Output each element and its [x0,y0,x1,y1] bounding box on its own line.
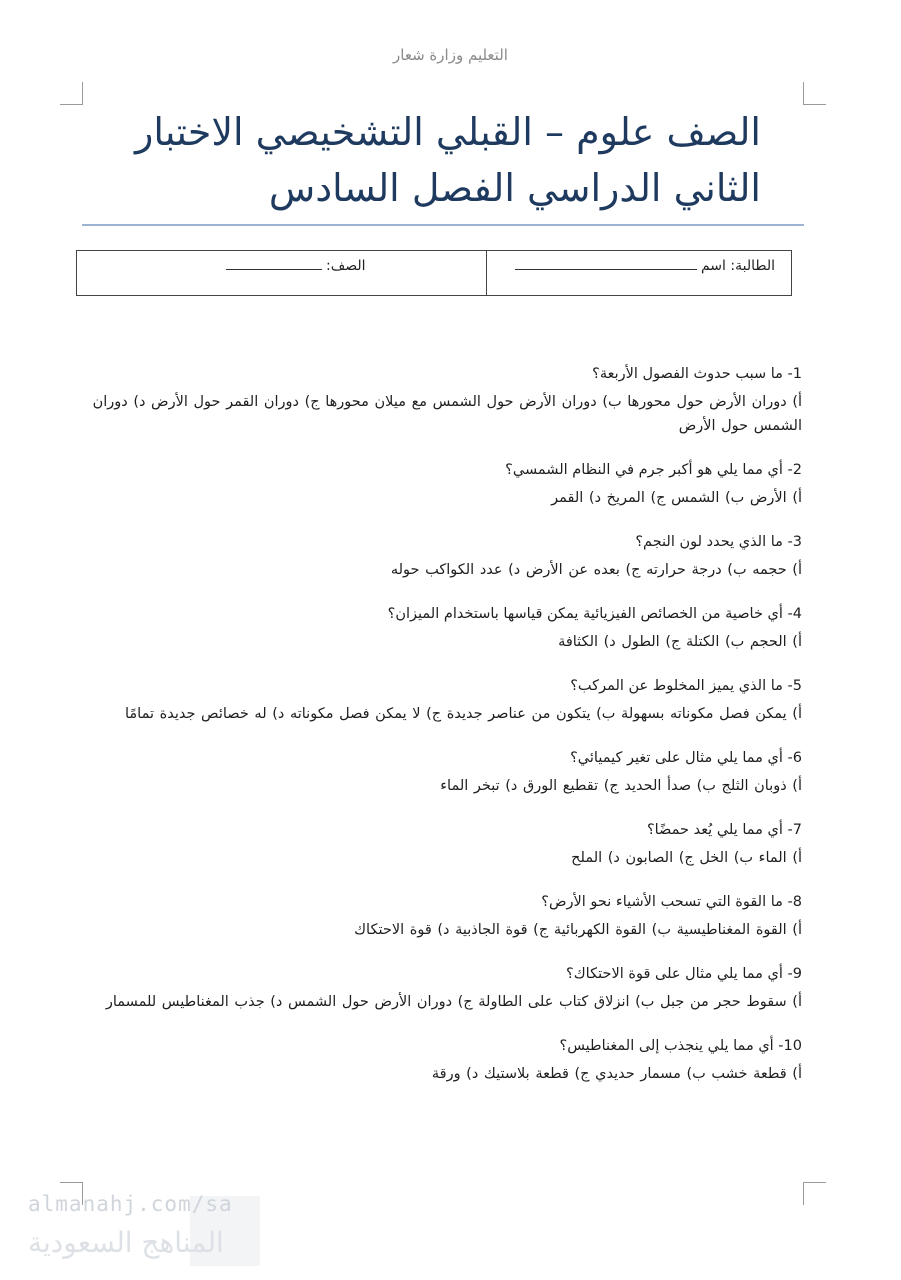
question-options: أ) يمكن فصل مكوناته بسهولة ب) يتكون من عناصر جديدة ج) لا يمكن فصل مكوناته د) له خصائص جديدة تمامًا [125,706,802,722]
question-item [80,362,802,438]
student-name-label: الطالبة: اسم [700,258,775,274]
question-item [80,818,802,870]
header-note: التعليم وزارة شعار [393,46,508,64]
question-options: أ) حجمه ب) درجة حرارته ج) بعده عن الأرض د) عدد الكواكب حوله [390,562,802,578]
class-label: الصف: [325,258,366,274]
question-item [80,890,802,942]
title-line-1: الصف علوم – القبلي التشخيصي الاختبار [134,110,761,154]
question-text: 7- أي مما يلي يُعد حمضًا؟ [646,822,802,838]
page-title [121,104,761,216]
question-text: 10- أي مما يلي ينجذب إلى المغناطيس؟ [559,1038,802,1054]
crop-mark-top-right [803,82,826,105]
title-divider [82,224,804,226]
question-text: 1- ما سبب حدوث الفصول الأربعة؟ [592,366,802,382]
question-options: أ) ذوبان الثلج ب) صدأ الحديد ج) تقطيع الورق د) تبخر الماء [440,778,802,794]
question-item [80,458,802,510]
question-options: أ) الحجم ب) الكتلة ج) الطول د) الكثافة [558,634,802,650]
question-item [80,746,802,798]
question-options: أ) سقوط حجر من جبل ب) انزلاق كتاب على الطاولة ج) دوران الأرض حول الشمس د) جذب المغناطيس للمسمار [105,994,802,1010]
question-text: 6- أي مما يلي مثال على تغير كيميائي؟ [570,750,802,766]
question-text: 5- ما الذي يميز المخلوط عن المركب؟ [570,678,802,694]
question-options: أ) الماء ب) الخل ج) الصابون د) الملح [571,850,802,866]
question-item [80,530,802,582]
question-text: 8- ما القوة التي تسحب الأشياء نحو الأرض؟ [541,894,802,910]
watermark-url: almanahj.com/sa [28,1192,233,1216]
question-item [80,674,802,726]
question-item [80,1034,802,1086]
question-text: 4- أي خاصية من الخصائص الفيزيائية يمكن قياسها باستخدام الميزان؟ [387,606,802,622]
student-name-cell [487,251,792,295]
question-options: أ) دوران الأرض حول محورها ب) دوران الأرض حول الشمس مع ميلان محورها ج) دوران القمر حول الأرض د) دوران الشمس حول الأرض [92,394,802,434]
question-text: 9- أي مما يلي مثال على قوة الاحتكاك؟ [566,966,802,982]
question-options: أ) القوة المغناطيسية ب) القوة الكهربائية ج) قوة الجاذبية د) قوة الاحتكاك [354,922,802,938]
watermark-name: المناهج السعودية [28,1226,224,1259]
class-blank[interactable] [226,257,322,270]
crop-mark-bottom-right [803,1182,826,1205]
questions-list [80,362,802,1106]
title-line-2: الثاني الدراسي الفصل السادس [268,166,761,210]
question-options: أ) الأرض ب) الشمس ج) المريخ د) القمر [551,490,802,506]
question-item [80,962,802,1014]
question-options: أ) قطعة خشب ب) مسمار حديدي ج) قطعة بلاستيك د) ورقة [431,1066,802,1082]
question-text: 3- ما الذي يحدد لون النجم؟ [635,534,802,550]
crop-mark-top-left [60,82,83,105]
watermark [28,1192,233,1259]
student-name-blank[interactable] [515,257,697,270]
question-item [80,602,802,654]
class-cell [77,251,487,295]
student-info-table [76,250,792,296]
question-text: 2- أي مما يلي هو أكبر جرم في النظام الشمسي؟ [505,462,802,478]
